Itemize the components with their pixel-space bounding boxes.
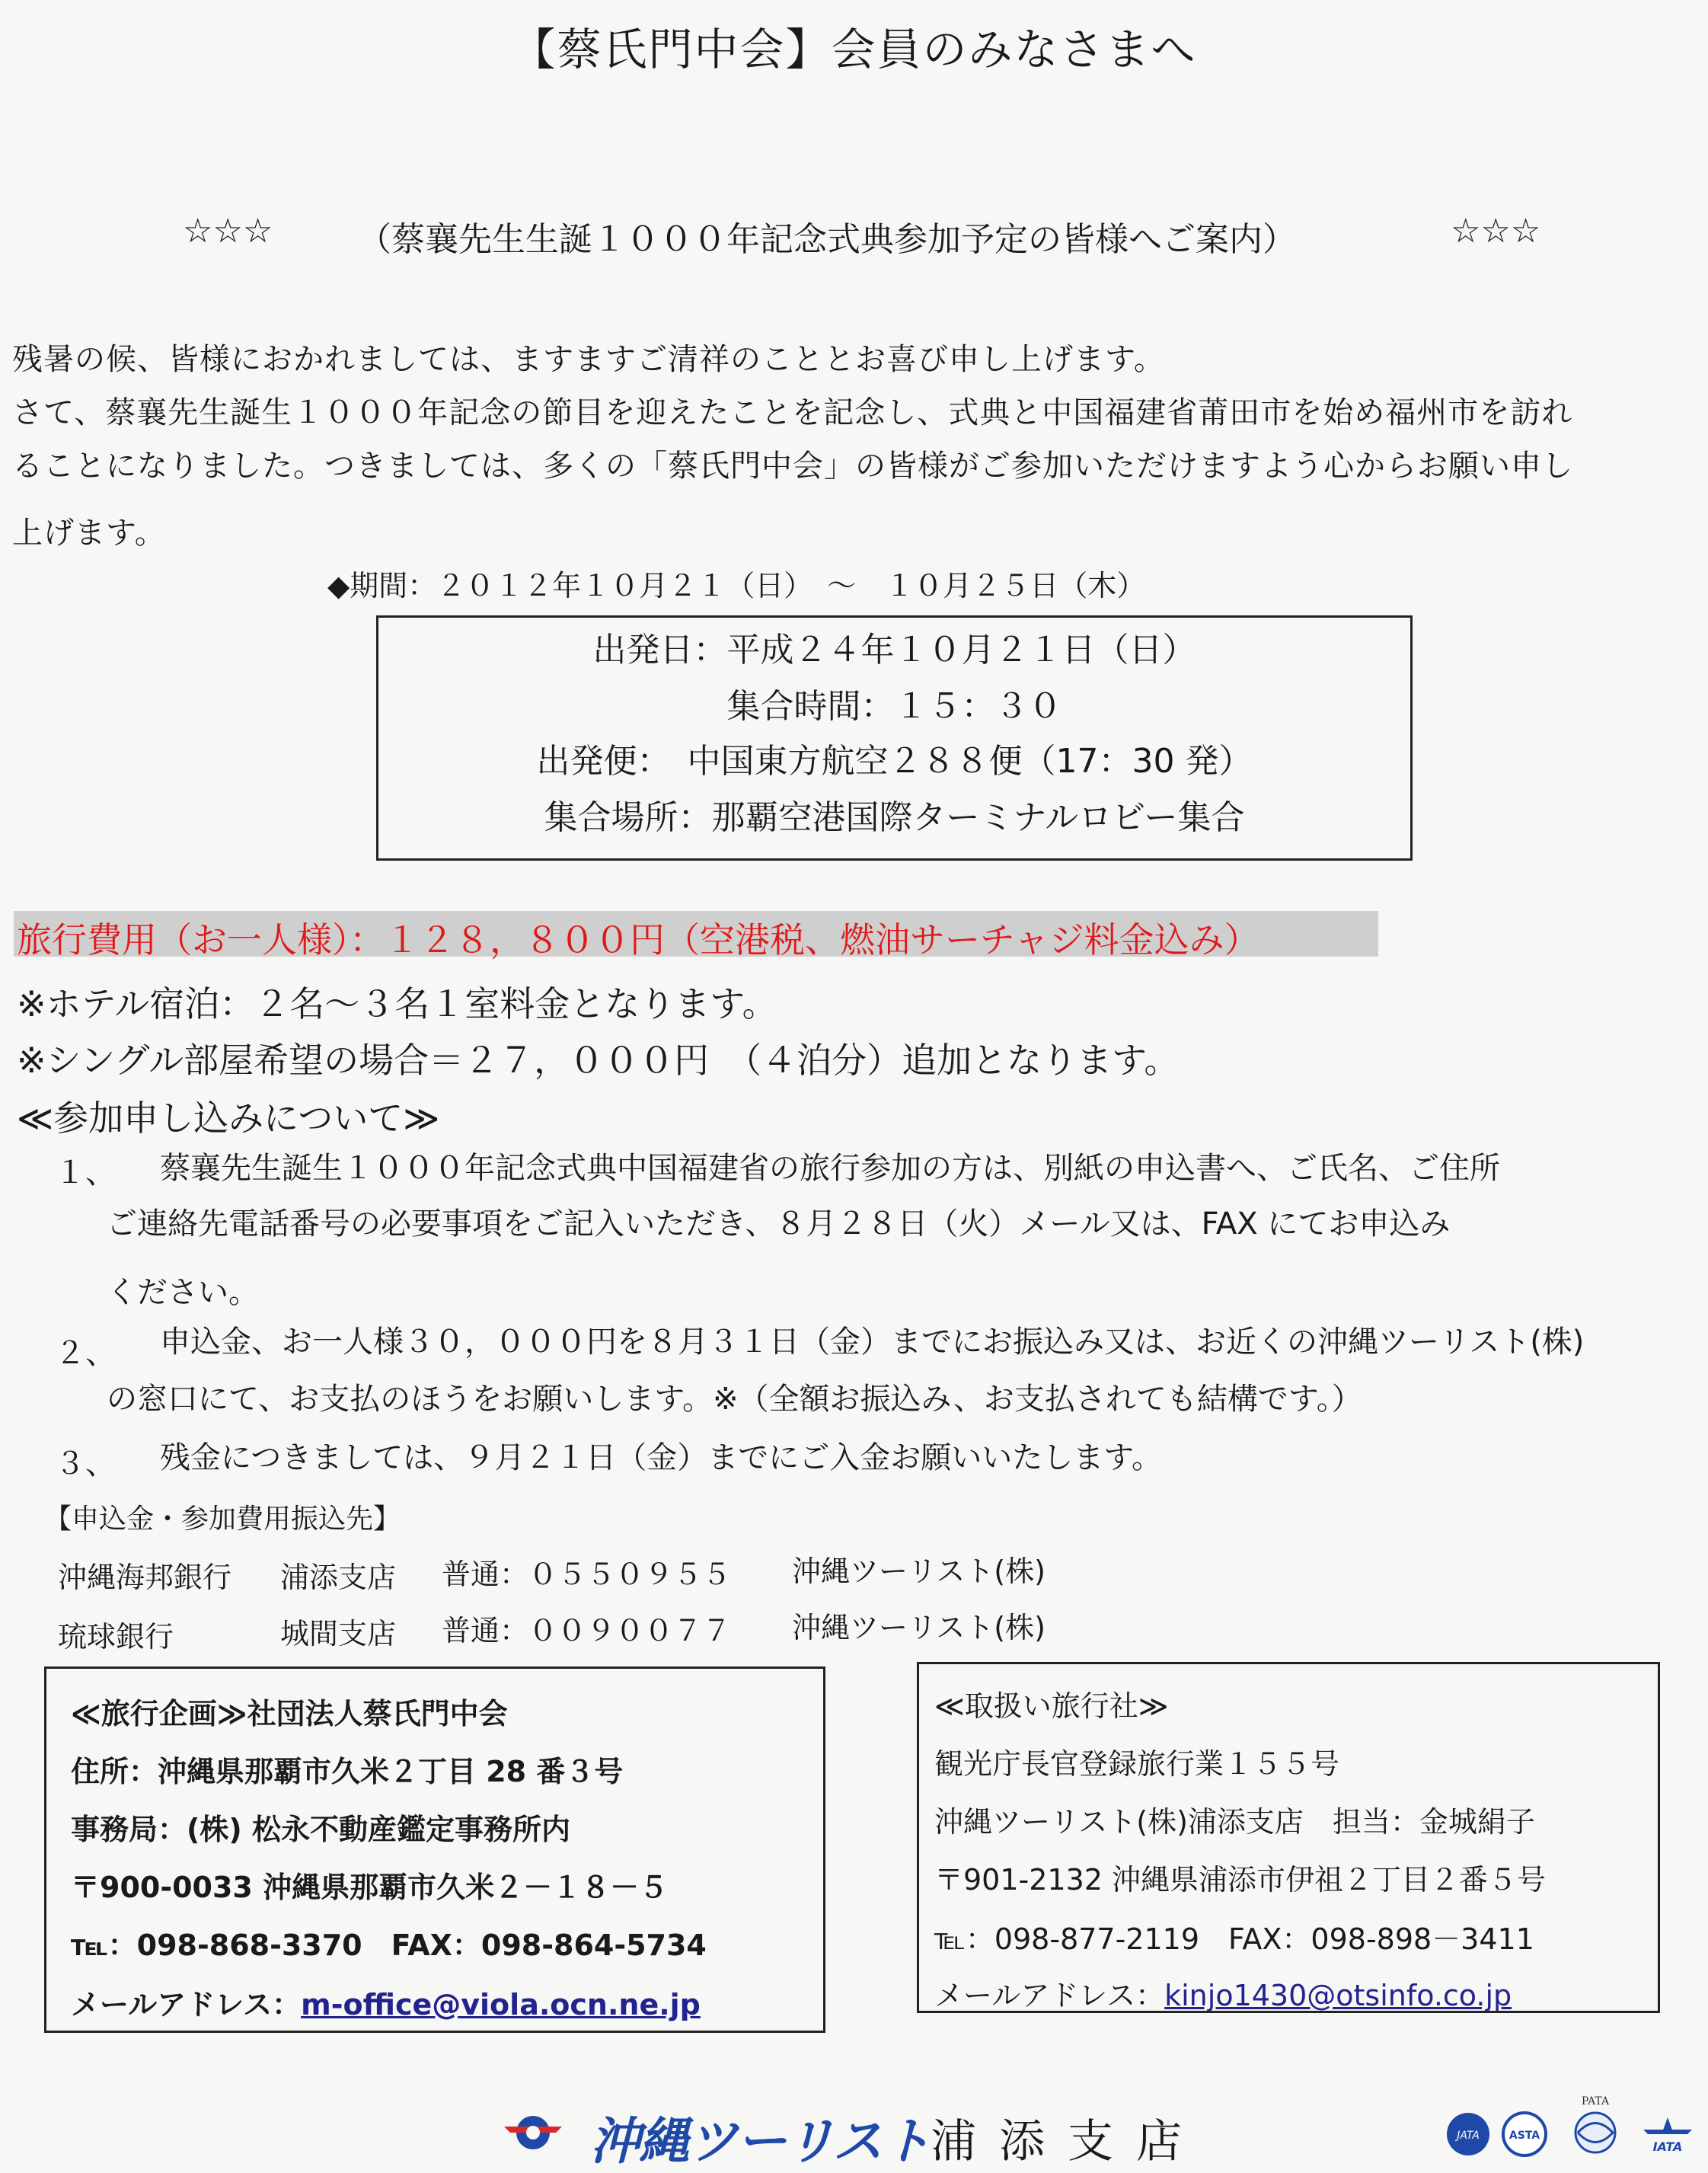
meeting-time: 集合時間：１５：３０ [726,687,1062,726]
apply-item-number: １、 [55,1155,116,1190]
apply-item-number: ３、 [55,1446,116,1481]
agency-email-row [934,1972,1512,2014]
stars-right: ☆☆☆ [1451,212,1541,251]
page-title: 【蔡氏門中会】会員のみなさまへ [511,24,1197,75]
travel-cost: 旅行費用（お一人様）：１２８，８００円（空港税、燃油サーチャジ料金込み） [17,919,1259,960]
svg-text:ASTA: ASTA [1508,2130,1540,2142]
bank-name: 沖縄海邦銀行 [58,1561,232,1594]
meeting-place: 集合場所：那覇空港国際ターミナルロビー集合 [544,798,1245,837]
apply-item-line: ご連絡先電話番号の必要事項をご記入いただき、８月２８日（火）メール又は、FAX にてお申込み [107,1206,1451,1241]
bank-holder: 沖縄ツーリスト(株) [792,1611,1046,1644]
planner-email-link[interactable]: m-office@viola.ocn.ne.jp [301,1988,701,2021]
iata-badge-icon [1637,2111,1698,2157]
intro-line: ることになりました。つきましては、多くの「蔡氏門中会」の皆様がご参加いただけますよう心からお願い申し [12,449,1573,484]
subtitle: （蔡襄先生生誕１０００年記念式典参加予定の皆様へご案内） [358,220,1296,259]
bank-branch: 浦添支店 [280,1561,397,1594]
svg-text:JATA: JATA [1457,2130,1480,2142]
apply-item-line: 申込金、お一人様３０，０００円を８月３１日（金）までにお振込み又は、お近くの沖縄ツーリスト(株) [160,1325,1585,1360]
hotel-note: ※ホテル宿泊：２名～３名１室料金となります。 [17,983,777,1024]
email-label: メールアドレス： [934,1979,1165,2012]
agency-tel-fax: ℡：098-877-2119 FAX：098-898－3411 [934,1922,1534,1956]
svg-text:IATA: IATA [1652,2139,1683,2154]
agency-postal: 〒901-2132 沖縄県浦添市伊祖２丁目２番５号 [934,1863,1547,1897]
bank-account: 普通：０５５０９５５ [442,1558,732,1591]
departure-box [376,615,1413,861]
travel-cost-banner [14,911,1378,960]
bank-account: 普通：００９００７７ [442,1614,732,1647]
bank-holder: 沖縄ツーリスト(株) [792,1555,1046,1588]
apply-item-line: 残金につきましては、９月２１日（金）までにご入金お願いいたします。 [160,1440,1162,1475]
apply-item-line: の窓口にて、お支払のほうをお願いします。※（全額お振込み、お支払されても結構です。） [107,1382,1362,1417]
planner-address: 住所：沖縄県那覇市久米２丁目 28 番３号 [71,1755,624,1788]
pata-badge-icon [1569,2091,1622,2159]
bank-name: 琉球銀行 [58,1620,174,1654]
email-label: メールアドレス： [71,1988,302,2021]
single-room-note: ※シングル部屋希望の場合＝２７，０００円 （４泊分）追加となります。 [17,1040,1180,1081]
departure-date: 出発日：平成２４年１０月２１日（日） [592,631,1196,669]
trip-period: ◆期間：２０１２年１０月２１（日） ～ １０月２５日（木） [327,569,1146,602]
stars-left: ☆☆☆ [183,212,273,251]
flight: 出発便： 中国東方航空２８８便（17：30 発） [536,742,1253,781]
airline-logo-icon [503,2104,563,2157]
bank-heading: 【申込金・参加費用振込先】 [44,1504,401,1535]
planner-heading: ≪旅行企画≫社団法人蔡氏門中会 [71,1697,508,1730]
planner-office: 事務局：(株) 松永不動産鑑定事務所内 [71,1813,570,1846]
apply-item-line: ください。 [107,1275,259,1310]
intro-line: 残暑の候、皆様におかれましては、ますますご清祥のこととお喜び申し上げます。 [12,342,1165,377]
apply-item-number: ２、 [55,1336,116,1371]
brand-name: 沖縄ツーリスト [590,2112,931,2171]
bank-branch: 城間支店 [280,1617,397,1651]
planner-postal: 〒900-0033 沖縄県那覇市久米２－１８－５ [71,1871,669,1904]
agency-heading: ≪取扱い旅行社≫ [934,1689,1169,1723]
apply-item-line: 蔡襄先生誕生１０００年記念式典中国福建省の旅行参加の方は、別紙の申込書へ、ご氏名、ご住所 [160,1151,1500,1186]
agency-box [917,1662,1660,2013]
svg-text:PATA: PATA [1581,2095,1610,2107]
agency-branch: 沖縄ツーリスト(株)浦添支店 担当：金城絹子 [934,1805,1535,1839]
jata-badge-icon [1445,2111,1491,2157]
asta-badge-icon [1502,2111,1547,2157]
planner-tel-fax: ℡：098-868-3370 FAX：098-864-5734 [71,1929,707,1962]
branch-name: 浦添支店 [931,2115,1205,2168]
agency-registration: 観光庁長官登録旅行業１５５号 [934,1747,1340,1781]
intro-line: さて、蔡襄先生誕生１０００年記念の節目を迎えたことを記念し、式典と中国福建省莆田市を始め福州市を訪れ [12,395,1573,430]
planner-email-row [71,1981,701,2023]
planner-box [44,1666,825,2033]
agency-email-link[interactable]: kinjo1430@otsinfo.co.jp [1164,1979,1512,2012]
apply-heading: ≪参加申し込みについて≫ [17,1098,440,1139]
intro-line: 上げます。 [12,516,166,551]
